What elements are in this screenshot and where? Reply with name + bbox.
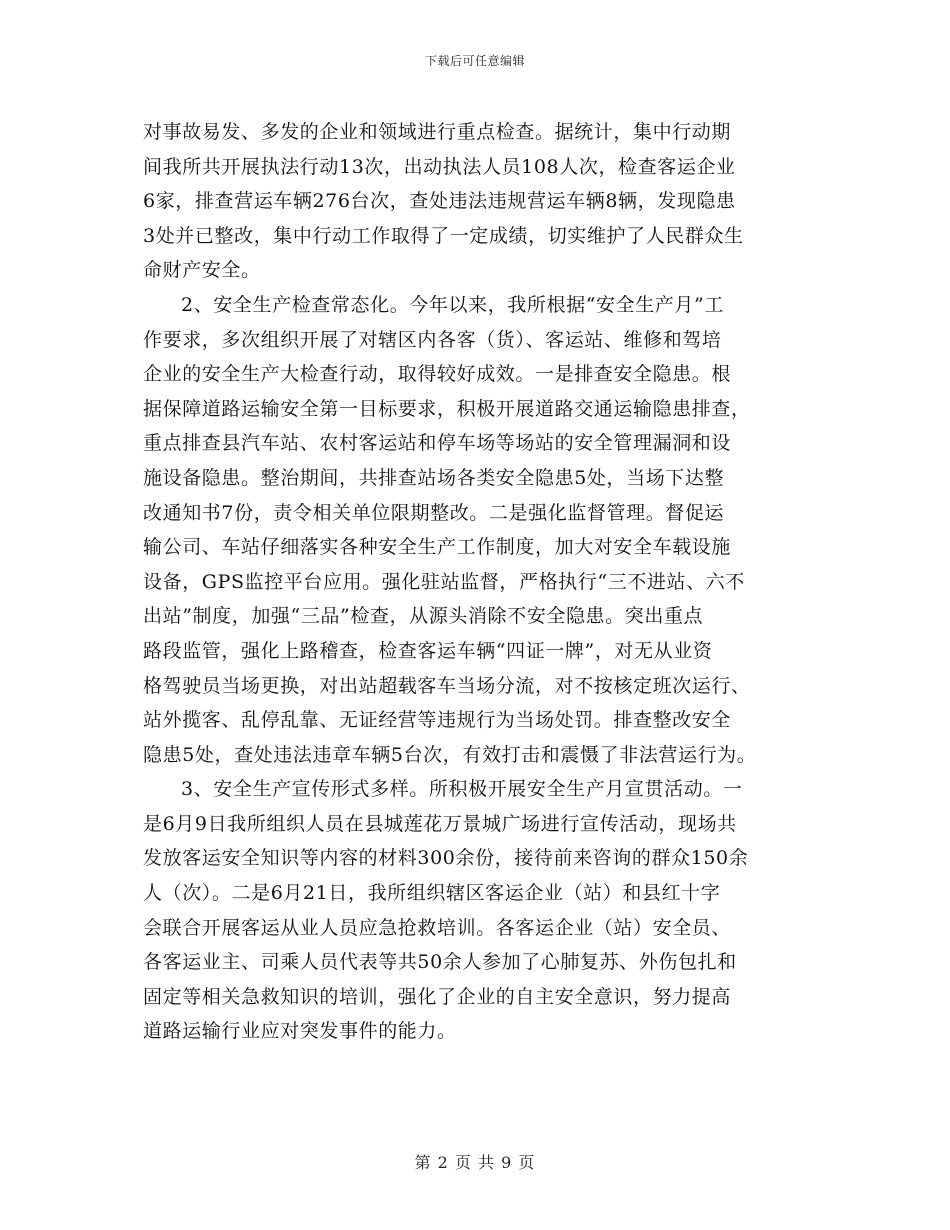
page-header-note: 下载后可任意编辑 — [424, 54, 525, 68]
body-line: 是6月9日我所组织人员在县城莲花万景城广场进行宣传活动，现场共 — [143, 812, 737, 835]
body-line: 3处并已整改，集中行动工作取得了一定成绩，切实维护了人民群众生 — [143, 224, 744, 247]
body-line: 人（次）。二是6月21日，我所组织辖区客运企业（站）和县红十字 — [143, 882, 721, 905]
body-line: 出站”制度，加强“三品”检查，从源头消除不安全隐患。突出重点 — [143, 605, 704, 628]
body-line: 对事故易发、多发的企业和领域进行重点检查。据统计，集中行动期 — [143, 121, 732, 143]
body-line: 隐患5处，查处违法违章车辆5台次，有效打击和震慑了非法营运行为。 — [143, 743, 757, 766]
paragraph-start-line: 2、安全生产检查常态化。今年以来，我所根据“安全生产月”工 — [181, 293, 724, 316]
paragraph-start-line: 3、安全生产宣传形式多样。所积极开展安全生产月宣贯活动。一 — [181, 778, 743, 801]
body-line: 发放客运安全知识等内容的材料300余份，接待前来咨询的群众150余 — [143, 847, 749, 870]
body-line: 改通知书7份，责令相关单位限期整改。二是强化监督管理。督促运 — [143, 501, 725, 524]
body-line: 间我所共开展执法行动13次，出动执法人员108人次，检查客运企业 — [143, 155, 736, 178]
body-line: 作要求，多次组织开展了对辖区内各客（货）、客运站、维修和驾培 — [143, 328, 722, 351]
body-line: 6家，排查营运车辆276台次，查处违法违规营运车辆8辆，发现隐患 — [143, 190, 736, 213]
body-line: 格驾驶员当场更换，对出站超载客车当场分流，对不按核定班次运行、 — [143, 674, 751, 697]
page-number: 第 2 页 共 9 页 — [414, 1153, 536, 1172]
body-line: 输公司、车站仔细落实各种安全生产工作制度，加大对安全车载设施 — [143, 536, 732, 559]
body-line: 据保障道路运输安全第一目标要求，积极开展道路交通运输隐患排查， — [143, 397, 751, 420]
body-line: 道路运输行业应对突发事件的能力。 — [143, 1020, 457, 1043]
body-line: 站外揽客、乱停乱靠、无证经营等违规行为当场处罚。排查整改安全 — [143, 709, 732, 732]
body-line: 路段监管，强化上路稽查，检查客运车辆“四证一牌”，对无从业资 — [143, 639, 713, 662]
body-line: 命财产安全。 — [143, 259, 261, 282]
body-line: 各客运业主、司乘人员代表等共50余人参加了心肺复苏、外伤包扎和 — [143, 951, 737, 974]
body-line: 设备，GPS监控平台应用。强化驻站监督，严格执行“三不进站、六不 — [143, 570, 745, 593]
body-line: 会联合开展客运从业人员应急抢救培训。各客运企业（站）安全员、 — [143, 916, 732, 939]
body-line: 重点排查县汽车站、农村客运站和停车场等场站的安全管理漏洞和设 — [143, 432, 732, 455]
body-line: 企业的安全生产大检查行动，取得较好成效。一是排查安全隐患。根 — [143, 363, 732, 386]
body-line: 施设备隐患。整治期间，共排查站场各类安全隐患5处，当场下达整 — [143, 466, 725, 489]
document-body — [143, 115, 833, 1049]
body-line: 固定等相关急救知识的培训，强化了企业的自主安全意识，努力提高 — [143, 985, 732, 1008]
